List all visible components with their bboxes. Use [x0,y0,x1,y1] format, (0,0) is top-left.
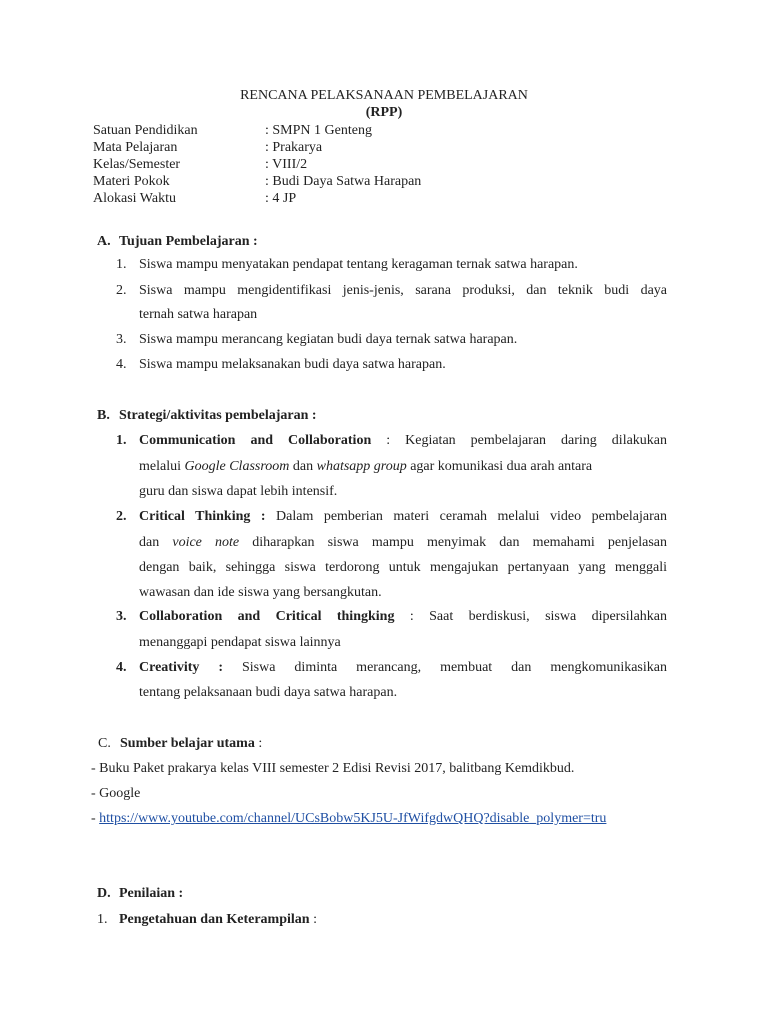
source-item [91,810,606,827]
list-number: 4. [116,660,127,675]
subsection-heading [97,911,317,928]
list-text: Siswa mampu merancang kegiatan budi daya ternak satwa harapan. [139,332,518,347]
source-dash: - [91,811,100,826]
info-label: Kelas/Semester [93,157,181,172]
list-number: 3. [116,332,127,347]
doc-title: RENCANA PELAKSANAAN PEMBELAJARAN [240,88,528,103]
list-text: Siswa mampu mengidentifikasi jenis-jenis, sarana produksi, dan teknik budi daya [139,283,667,298]
section-title: Penilaian : [119,886,184,901]
section-marker: C. [98,736,111,751]
subsection-number: 1. [97,912,108,927]
strategy-text: : Kegiatan pembelajaran daring dilakukan [371,433,668,448]
info-value: : Budi Daya Satwa Harapan [265,174,422,189]
section-marker: B. [97,408,110,423]
doc-subtitle: (RPP) [365,105,403,120]
list-text: ternah satwa harapan [139,307,258,322]
heading-colon: : [254,736,263,751]
section-title: Sumber belajar utama [120,736,255,751]
info-row [93,173,421,190]
list-text: Siswa mampu menyatakan pendapat tentang keragaman ternak satwa harapan. [139,257,578,272]
section-c-heading [98,735,262,752]
strategy-text: Siswa diminta merancang, membuat dan mengkomunikasikan [223,660,667,675]
platform-name: Google Classroom [184,459,290,474]
heading-colon: : [309,912,317,927]
list-text: Siswa mampu melaksanakan budi daya satwa harapan. [139,357,446,372]
section-title: Strategi/aktivitas pembelajaran : [119,408,317,423]
section-marker: D. [97,886,111,901]
strategy-text: diharapkan siswa mampu menyimak dan memahami penjelasan [239,535,668,550]
strategy-term: Communication and Collaboration [139,433,372,448]
strategy-text: Dalam pemberian materi ceramah melalui video pembelajaran [265,509,668,524]
strategy-text: dan [289,459,317,474]
list-number: 1. [116,257,127,272]
info-label: Alokasi Waktu [93,191,176,206]
youtube-channel-link[interactable]: https://www.youtube.com/channel/UCsBobw5KJ5U-JfWifgdwQHQ?disable_polymer=tru [99,811,607,826]
info-value: : Prakarya [265,140,323,155]
list-number: 4. [116,357,127,372]
strategy-text: dengan baik, sehingga siswa terdorong untuk mengajukan pertanyaan yang menggali [139,560,667,575]
section-d-heading [97,885,183,902]
identity-table [93,122,421,207]
info-value: : VIII/2 [265,157,308,172]
strategy-text: melalui [139,459,185,474]
subsection-title: Pengetahuan dan Keterampilan [119,912,310,927]
strategy-text: tentang pelaksanaan budi daya satwa harapan. [139,685,398,700]
info-value: : 4 JP [265,191,297,206]
info-row [93,190,421,207]
strategy-text: guru dan siswa dapat lebih intensif. [139,484,338,499]
strategy-text: agar komunikasi dua arah antara [406,459,593,474]
strategy-term: Collaboration and Critical thingking [139,609,395,624]
emphasis-text: voice note [172,535,240,550]
strategy-text: menanggapi pendapat siswa lainnya [139,635,341,650]
list-number: 3. [116,609,127,624]
source-item: - Buku Paket prakarya kelas VIII semester 2 Edisi Revisi 2017, balitbang Kemdikbud. [91,761,575,776]
info-label: Materi Pokok [93,174,170,189]
info-row [93,139,421,156]
list-number: 2. [116,283,127,298]
info-row [93,156,421,173]
source-item: - Google [91,786,141,801]
list-number: 2. [116,509,127,524]
info-row [93,122,421,139]
strategy-text: wawasan dan ide siswa yang bersangkutan. [139,585,382,600]
info-value: : SMPN 1 Genteng [265,123,372,138]
strategy-term: Critical Thinking : [139,509,266,524]
section-a-heading [97,233,258,250]
info-label: Satuan Pendidikan [93,123,198,138]
strategy-text: dan [139,535,173,550]
section-b-heading [97,407,317,424]
section-marker: A. [97,234,111,249]
platform-name: whatsapp group [316,459,407,474]
strategy-text: : Saat berdiskusi, siswa dipersilahkan [394,609,668,624]
section-title: Tujuan Pembelajaran : [119,234,258,249]
list-number: 1. [116,433,127,448]
strategy-term: Creativity : [139,660,224,675]
info-label: Mata Pelajaran [93,140,178,155]
